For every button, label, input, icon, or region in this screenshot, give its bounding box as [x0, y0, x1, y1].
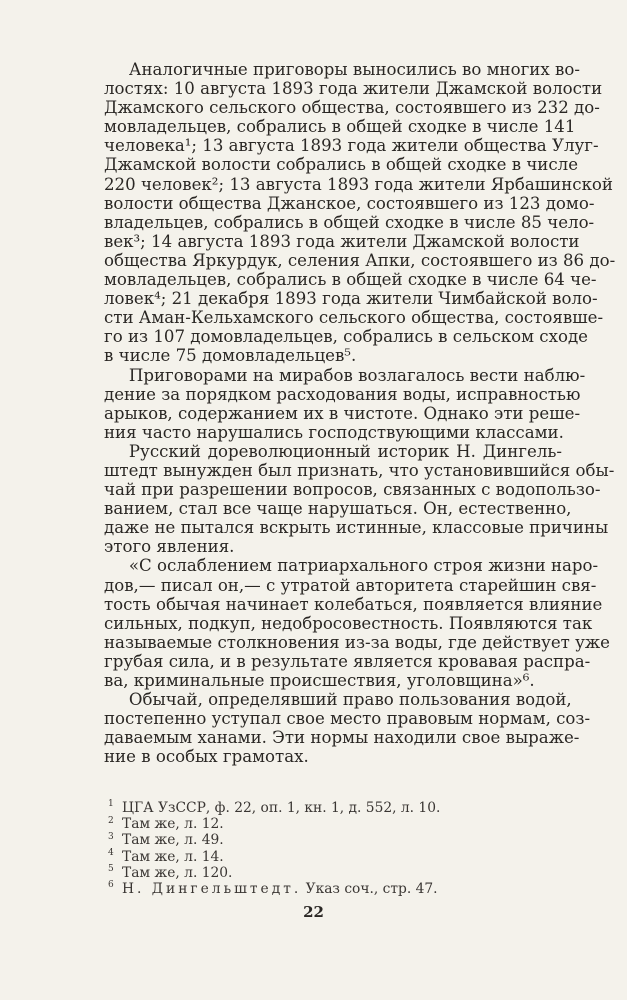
footnote-text: Там же, л. 49. — [122, 832, 224, 849]
footnote: 3 Там же, л. 49. — [108, 831, 224, 849]
text-line: дение за порядком расходования воды, исправностью — [104, 384, 581, 404]
text-line: арыков, содержанием их в чистоте. Однако эти реше- — [104, 403, 581, 423]
text-line: ния часто нарушались господствующими классами. — [104, 422, 564, 442]
text-line: Джамской волости собрались в общей сходке в числе — [104, 155, 579, 175]
text-line: ловек⁴; 21 декабря 1893 года жители Чимбайской воло- — [104, 289, 598, 309]
text-line: Русский дореволюционный историк Н. Дингель- — [104, 441, 562, 461]
text-line: лостях: 10 августа 1893 года жители Джамской волости — [104, 79, 603, 99]
page-number: 22 — [303, 903, 324, 921]
text-line: в числе 75 домовладельцев⁵. — [104, 346, 357, 366]
text-line: мовладельцев, собрались в общей сходке в числе 64 че- — [104, 270, 597, 290]
footnote-text: ЦГА УзССР, ф. 22, оп. 1, кн. 1, д. 552, л. 10. — [122, 800, 441, 816]
text-line: Приговорами на мирабов возлагалось вести наблю- — [104, 365, 586, 385]
footnote-text: Там же, л. 120. — [122, 864, 233, 881]
footnotes — [104, 800, 562, 897]
footnote: 4 Там же, л. 14. — [108, 848, 224, 865]
footnote-text: Там же, л. 12. — [122, 816, 224, 833]
text-line: сти Аман-Кельхамского сельского общества, состоявше- — [104, 308, 604, 328]
text-line: грубая сила, и в результате является кровавая распра- — [104, 651, 591, 671]
text-line: го из 107 домовладельцев, собрались в сельском сходе — [104, 327, 588, 347]
text-line: владельцев, собрались в общей сходке в числе 85 чело- — [104, 212, 595, 232]
footnote-text: Указ соч., стр. 47. — [301, 881, 438, 898]
text-line: Обычай, определявший право пользования водой, — [104, 690, 572, 710]
text-line: 220 человек²; 13 августа 1893 года жители Ярбашинской — [104, 174, 613, 194]
text-line: штедт вынужден был признать, что установившийся обы- — [104, 460, 615, 480]
text-line: ва, криминальные происшествия, уголовщина»⁶. — [104, 671, 535, 690]
footnote-author: Н. Дингельштедт. — [122, 881, 302, 898]
text-line: «С ослаблением патриархального строя жизни наро- — [104, 556, 599, 576]
text-line: ние в особых грамотах. — [104, 747, 309, 767]
footnote: 1 ЦГА УзССР, ф. 22, оп. 1, кн. 1, д. 552, л. 10. — [108, 799, 441, 816]
text-line: постепенно уступал свое место правовым нормам, соз- — [104, 709, 591, 729]
text-line: общества Яркурдук, селения Апки, состоявшего из 86 до- — [104, 250, 616, 270]
footnote: 6 Н. Дингельштедт. Указ соч., стр. 47. — [108, 880, 438, 898]
text-line: чай при разрешении вопросов, связанных с водопользо- — [104, 480, 601, 500]
text-line: человека¹; 13 августа 1893 года жители общества Улуг- — [104, 136, 599, 156]
main-text — [104, 60, 616, 767]
text-line: даже не пытался вскрыть истинные, классовые причины — [104, 518, 609, 538]
text-line: волости общества Джанское, состоявшего из 123 домо- — [104, 193, 595, 213]
footnote-text: Там же, л. 14. — [122, 848, 224, 865]
text-line: тость обычая начинает колебаться, появляется влияние — [104, 594, 603, 614]
text-line: даваемым ханами. Эти нормы находили свое выраже- — [104, 728, 580, 748]
footnote: 2 Там же, л. 12. — [108, 815, 224, 833]
text-line: Джамского сельского общества, состоявшего из 232 до- — [104, 98, 600, 118]
footnote: 5 Там же, л. 120. — [108, 864, 233, 881]
text-line: мовладельцев, собрались в общей сходке в числе 141 — [104, 117, 576, 137]
text-line: дов,— писал он,— с утратой авторитета старейшин свя- — [104, 575, 597, 595]
text-line: ванием, стал все чаще нарушаться. Он, естественно, — [104, 499, 572, 519]
text-line: Аналогичные приговоры выносились во многих во- — [104, 60, 580, 79]
text-line: называемые столкновения из-за воды, где действует уже — [104, 632, 610, 652]
text-line: этого явления. — [104, 537, 235, 557]
text-line: сильных, подкуп, недобросовестность. Появляются так — [104, 613, 593, 633]
text-line: век³; 14 августа 1893 года жители Джамской волости — [104, 231, 580, 251]
